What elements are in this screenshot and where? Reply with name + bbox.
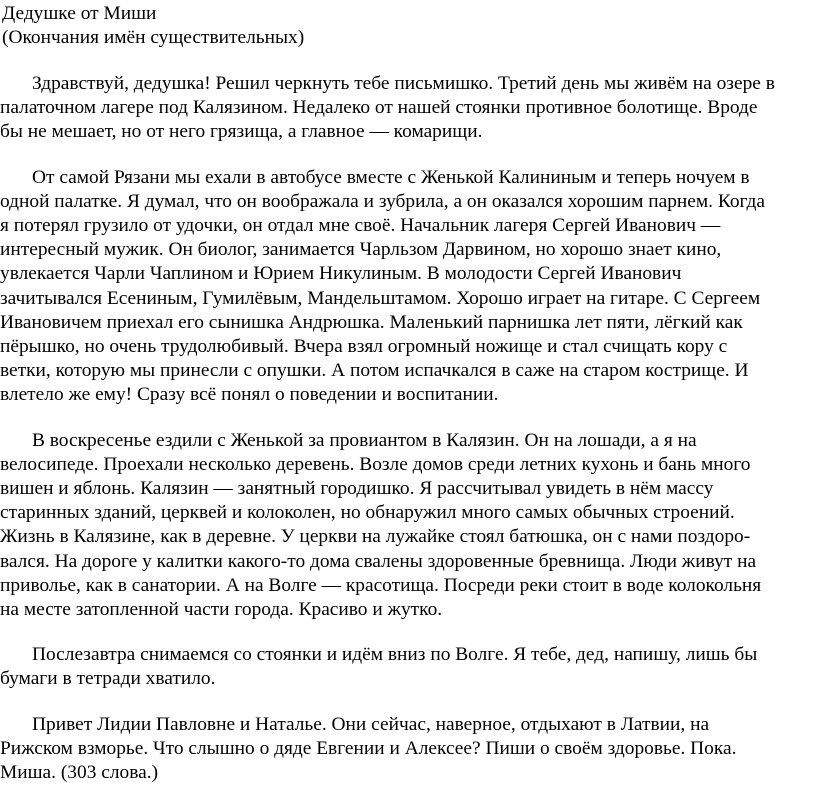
paragraph-2 [0, 166, 812, 408]
paragraph-3 [0, 429, 812, 623]
text-line: Здравствуй, дедушка! Решил черкнуть тебе письмишко. Третий день мы живём на озере в [32, 73, 775, 94]
paragraph-1 [0, 72, 812, 145]
text-line: бумаги в тетради хватило. [0, 668, 216, 690]
text-line: вался. На дороге у калитки какого-то дома свалены здоровенные бревнища. Люди живут на [0, 550, 757, 572]
text-line: зачитывался Есениным, Гумилёвым, Мандельштамом. Хорошо играет на гитаре. С Сергеем [0, 287, 761, 309]
text-line: на месте затопленной части города. Красиво и жутко. [0, 599, 443, 621]
text-line: вишен и яблонь. Калязин — занятный городишко. Я рассчитывал увидеть в нём массу [0, 478, 714, 500]
text-line: палаточном лагере под Калязином. Недалеко от нашей стоянки противное болотище. Вроде [0, 97, 758, 119]
text-line: бы не мешает, но от него грязища, а главное — комарищи. [0, 121, 483, 143]
text-line: ветки, которую мы принесли с опушки. А потом испачкался в саже на старом кострище. И [0, 360, 749, 382]
page-subtitle: (Окончания имён существительных) [2, 27, 305, 48]
text-line: велосипеде. Проехали несколько деревень. Возле домов среди летних кухонь и бань много [0, 453, 751, 475]
document-heading [0, 2, 812, 50]
text-line: я потерял грузило от удочки, он отдал мне своё. Начальник лагеря Сергей Иванович — [0, 215, 721, 237]
text-line: Миша. (303 слова.) [0, 762, 159, 784]
text-line: Привет Лидии Павловне и Наталье. Они сейчас, наверное, отдыхают в Латвии, на [32, 713, 710, 735]
text-line: В воскресенье ездили с Женькой за провиантом в Калязин. Он на лошади, а я на [32, 429, 697, 451]
paragraph-5 [0, 713, 812, 786]
text-line: От самой Рязани мы ехали в автобусе вместе с Женькой Калининым и теперь ночуем в [32, 166, 750, 188]
text-line: Рижском взморье. Что слышно о дяде Евгении и Алексее? Пиши о своём здоровье. Пока. [0, 737, 737, 759]
text-line: Послезавтра снимаемся со стоянки и идём вниз по Волге. Я тебе, дед, напишу, лишь бы [32, 644, 758, 666]
page-title: Дедушке от Миши [2, 3, 157, 24]
text-line: одной палатке. Я думал, что он воображала и зубрила, а он оказался хорошим парнем. Когда [0, 190, 765, 212]
text-line: Жизнь в Калязине, как в деревне. У церкви на лужайке стоял батюшка, он с нами поздоро- [0, 526, 751, 548]
text-line: Ивановичем приехал его сынишка Андрюшка. Маленький парнишка лет пяти, лёгкий как [0, 311, 743, 333]
paragraph-4 [0, 643, 812, 691]
text-line: старинных зданий, церквей и колоколен, но обнаружил много самых обычных строений. [0, 502, 735, 524]
text-line: пёрышко, но очень трудолюбивый. Вчера взял огромный ножище и стал счищать кору с [0, 336, 728, 358]
text-line: влетело же ему! Сразу всё понял о поведении и воспитании. [0, 384, 499, 406]
text-line: интересный мужик. Он биолог, занимается Чарльзом Дарвином, но хорошо знает кино, [0, 239, 722, 261]
text-line: увлекается Чарли Чаплином и Юрием Никулиным. В молодости Сергей Иванович [0, 263, 682, 285]
text-line: приволье, как в санатории. А на Волге — красотища. Посреди реки стоит в воде колокольня [0, 574, 762, 596]
